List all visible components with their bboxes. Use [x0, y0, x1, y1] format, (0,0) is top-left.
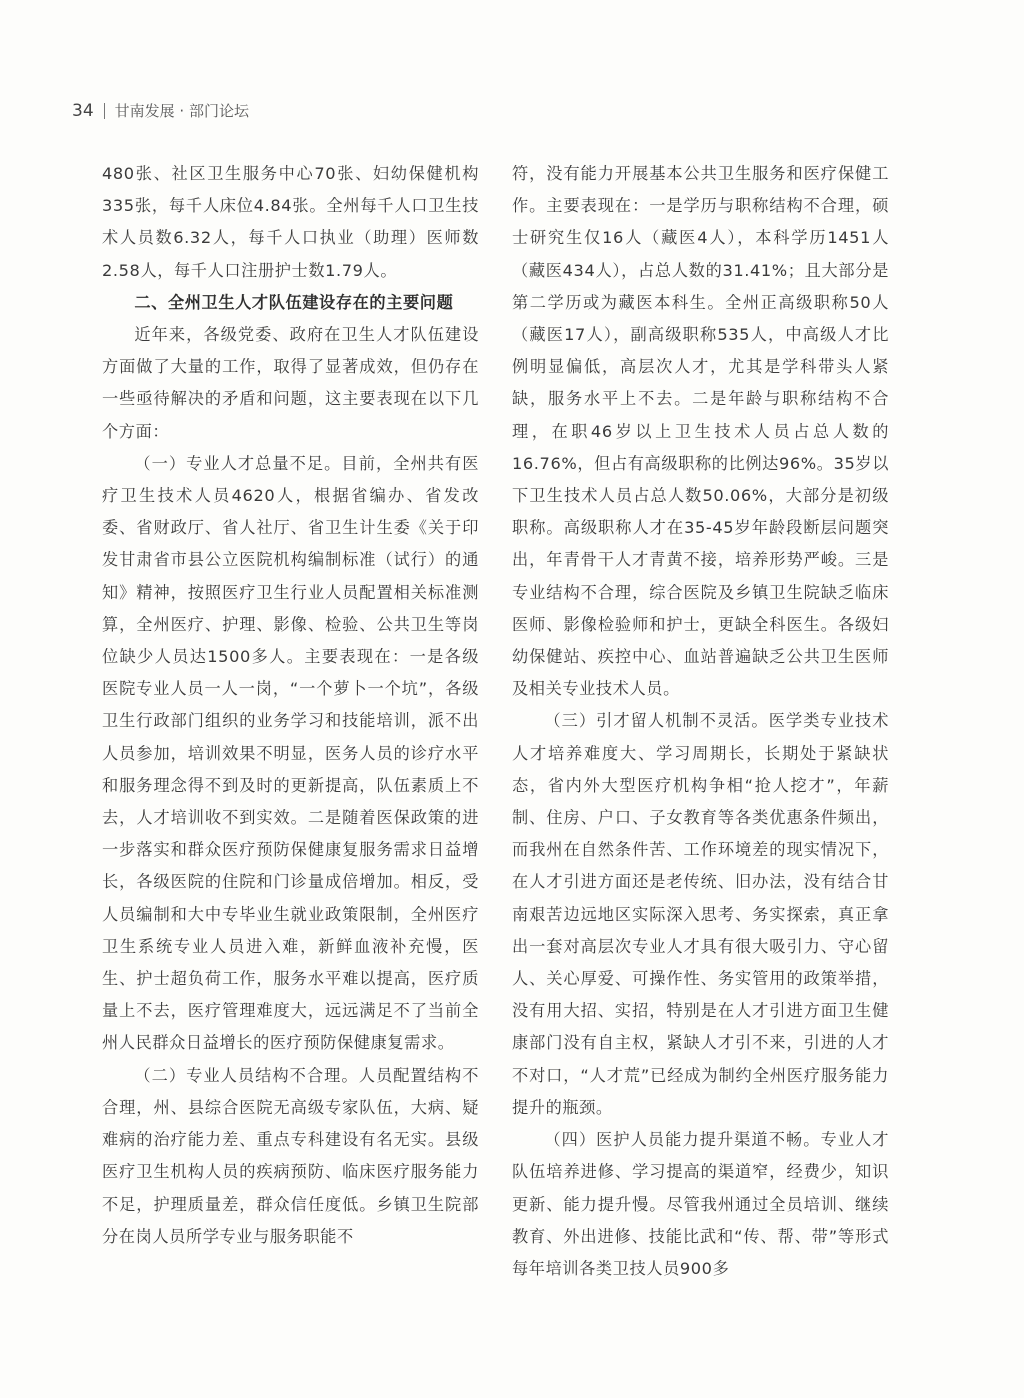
paragraph: （三）引才留人机制不灵活。医学类专业技术人才培养难度大、学习周期长，长期处于紧缺状态，省内外大型医疗机构争相“抢人挖才”，年薪制、住房、户口、子女教育等各类优惠条件频出，而我州在自然条件苦、工作环境差的现实情况下，在人才引进方面还是老传统、旧办法，没有结合甘南艰苦边远地区实际深入思考、务实探索，真正拿出一套对高层次专业人才具有很大吸引力、守心留人、关心厚爱、可操作性、务实管用的政策举措，没有用大招、实招，特别是在人才引进方面卫生健康部门没有自主权，紧缺人才引不来，引进的人才不对口，“人才荒”已经成为制约全州医疗服务能力提升的瓶颈。 — [512, 711, 889, 1117]
right-column — [512, 158, 889, 1285]
paragraph: （一）专业人才总量不足。目前，全州共有医疗卫生技术人员4620人，根据省编办、省发改委、省财政厅、省人社厅、省卫生计生委《关于印发甘肃省市县公立医院机构编制标准（试行）的通知》精神，按照医疗卫生行业人员配置相关标准测算，全州医疗、护理、影像、检验、公共卫生等岗位缺少人员达1500多人。主要表现在：一是各级医院专业人员一人一岗，“一个萝卜一个坑”，各级卫生行政部门组织的业务学习和技能培训，派不出人员参加，培训效果不明显，医务人员的诊疗水平和服务理念得不到及时的更新提高，队伍素质上不去，人才培训收不到实效。二是随着医保政策的进一步落实和群众医疗预防保健康复服务需求日益增长，各级医院的住院和门诊量成倍增加。相反，受人员编制和大中专毕业生就业政策限制，全州医疗卫生系统专业人员进入难，新鲜血液补充慢，医生、护士超负荷工作，服务水平难以提高，医疗质量上不去，医疗管理难度大，远远满足不了当前全州人民群众日益增长的医疗预防保健康复需求。 — [102, 453, 479, 1053]
paragraph: （二）专业人员结构不合理。人员配置结构不合理，州、县综合医院无高级专家队伍，大病、疑难病的治疗能力差、重点专科建设有名无实。县级医疗卫生机构人员的疾病预防、临床医疗服务能力不足，护理质量差，群众信任度低。乡镇卫生院部分在岗人员所学专业与服务职能不 — [102, 1065, 479, 1246]
paragraph: 符，没有能力开展基本公共卫生服务和医疗保健工作。主要表现在：一是学历与职称结构不合理，硕士研究生仅16人（藏医4人），本科学历1451人（藏医434人），占总人数的31.41%；且大部分是第二学历或为藏医本科生。全州正高级职称50人（藏医17人），副高级职称535人，中高级人才比例明显偏低，高层次人才，尤其是学科带头人紧缺，服务水平上不去。二是年龄与职称结构不合理，在职46岁以上卫生技术人员占总人数的16.76%，但占有高级职称的比例达96%。35岁以下卫生技术人员占总人数50.06%，大部分是初级职称。高级职称人才在35-45岁年龄段断层问题突出，年青骨干人才青黄不接，培养形势严峻。三是专业结构不合理，综合医院及乡镇卫生院缺乏临床医师、影像检验师和护士，更缺全科医生。各级妇幼保健站、疾控中心、血站普遍缺乏公共卫生医师及相关专业技术人员。 — [512, 164, 889, 699]
paragraph: 480张、社区卫生服务中心70张、妇幼保健机构335张，每千人床位4.84张。全州每千人口卫生技术人员数6.32人，每千人口执业（助理）医师数2.58人，每千人口注册护士数1.79人。 — [102, 164, 479, 280]
page-number: 34 — [72, 100, 94, 121]
section-title: 甘南发展 · 部门论坛 — [114, 102, 249, 120]
section-heading: 二、全州卫生人才队伍建设存在的主要问题 — [134, 292, 454, 312]
page-header — [72, 100, 249, 121]
paragraph: （四）医护人员能力提升渠道不畅。专业人才队伍培养进修、学习提高的渠道窄，经费少，知识更新、能力提升慢。尽管我州通过全员培训、继续教育、外出进修、技能比武和“传、帮、带”等形式每年培训各类卫技人员900多 — [512, 1130, 889, 1278]
header-divider — [104, 103, 105, 119]
paragraph: 近年来，各级党委、政府在卫生人才队伍建设方面做了大量的工作，取得了显著成效，但仍存在一些亟待解决的矛盾和问题，这主要表现在以下几个方面： — [102, 325, 479, 441]
left-column — [102, 158, 479, 1253]
